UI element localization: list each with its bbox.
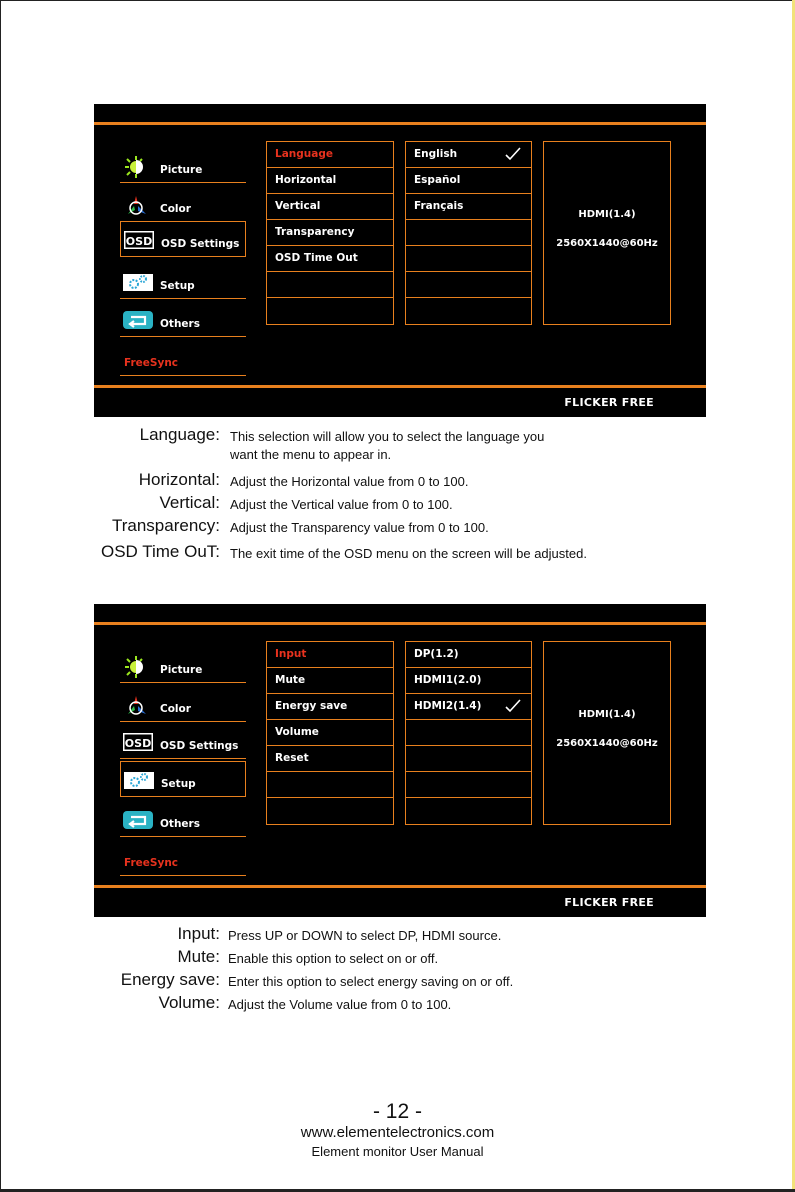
osd-option-item <box>406 272 531 298</box>
description-text: Enter this option to select energy saving on or off. <box>228 974 514 989</box>
osd-option-item[interactable] <box>406 142 531 168</box>
description-term: Language: <box>139 425 220 444</box>
osd-option-item[interactable] <box>406 168 531 194</box>
osd-menu-item-picture[interactable] <box>120 145 246 183</box>
osd-option-item <box>406 720 531 746</box>
osd-cell-label: HDMI2(1.4) <box>414 700 482 712</box>
osd-submenu-item[interactable] <box>267 642 393 668</box>
osd-menu-label: OSD Settings <box>161 238 240 250</box>
osd-submenu-item[interactable] <box>267 246 393 272</box>
color-palette-icon <box>122 194 152 216</box>
osd-cell-label: Energy save <box>275 700 348 712</box>
osd-submenu-column <box>266 641 394 825</box>
osd-submenu-item[interactable] <box>267 220 393 246</box>
osd-option-item[interactable] <box>406 642 531 668</box>
osd-menu-label: Picture <box>160 664 203 676</box>
osd-bottom-bar <box>94 385 706 388</box>
osd-cell-label: Español <box>414 174 461 186</box>
description-text: Enable this option to select on or off. <box>228 951 439 966</box>
osd-option-item <box>406 746 531 772</box>
osd-option-item <box>406 798 531 824</box>
osd-option-item[interactable] <box>406 194 531 220</box>
description-text: Adjust the Volume value from 0 to 100. <box>228 997 452 1012</box>
osd-submenu-item[interactable] <box>267 142 393 168</box>
description-term: Mute: <box>177 947 220 966</box>
osd-screenshot-osd-settings <box>94 104 706 417</box>
osd-menu-label: Color <box>160 203 191 215</box>
osd-cell-label: Volume <box>275 726 319 738</box>
osd-option-item[interactable] <box>406 694 531 720</box>
osd-cell-label: Transparency <box>275 226 355 238</box>
sun-moon-icon <box>122 655 152 677</box>
manual-title: Element monitor User Manual <box>311 1144 484 1159</box>
osd-cell-label: DP(1.2) <box>414 648 459 660</box>
osd-menu-item-setup[interactable] <box>120 261 246 299</box>
signal-input-text: HDMI(1.4) <box>578 209 636 220</box>
osd-menu-item-setup[interactable] <box>120 761 246 797</box>
osd-submenu-item <box>267 272 393 298</box>
osd-option-item <box>406 220 531 246</box>
osd-option-item <box>406 246 531 272</box>
osd-menu-label: Color <box>160 703 191 715</box>
osd-submenu-item[interactable] <box>267 168 393 194</box>
osd-menu-item-color[interactable] <box>120 184 246 222</box>
loop-arrow-icon <box>122 309 152 331</box>
osd-submenu-column <box>266 141 394 325</box>
description-text: Adjust the Horizontal value from 0 to 100. <box>230 474 469 489</box>
checkmark-icon <box>505 147 521 161</box>
osd-submenu-item[interactable] <box>267 694 393 720</box>
description-term: Vertical: <box>159 493 220 512</box>
osd-icon <box>123 229 153 251</box>
osd-menu-item-color[interactable] <box>120 684 246 722</box>
description-text: Adjust the Transparency value from 0 to 100. <box>230 520 489 535</box>
osd-icon <box>122 731 152 753</box>
osd-signal-info <box>543 641 671 825</box>
osd-menu-item-osd-settings[interactable] <box>120 221 246 257</box>
osd-options-column <box>405 141 532 325</box>
website: www.elementelectronics.com <box>300 1124 495 1141</box>
description-term: Horizontal: <box>138 470 220 489</box>
osd-menu-label: Others <box>160 818 200 830</box>
osd-cell-label: Mute <box>275 674 306 686</box>
osd-menu-label: FreeSync <box>124 857 179 869</box>
osd-cell-label: Input <box>275 648 307 660</box>
osd-option-item <box>406 298 531 324</box>
osd-signal-info <box>543 141 671 325</box>
osd-menu-label: Setup <box>160 280 195 292</box>
page-number: - 12 - <box>372 1100 422 1123</box>
gears-icon <box>122 271 152 293</box>
description-text-continued: want the menu to appear in. <box>230 447 392 462</box>
flicker-free-label: FLICKER FREE <box>564 396 654 409</box>
svg-text:OSD: OSD <box>124 737 152 750</box>
loop-arrow-icon <box>122 809 152 831</box>
osd-cell-label: Reset <box>275 752 309 764</box>
osd-option-item[interactable] <box>406 668 531 694</box>
osd-submenu-item[interactable] <box>267 668 393 694</box>
description-term: OSD Time OuT: <box>100 542 220 561</box>
osd-menu-item-freesync[interactable] <box>120 338 246 376</box>
osd-submenu-item <box>267 772 393 798</box>
osd-menu-label: Others <box>160 318 200 330</box>
osd-submenu-item <box>267 798 393 824</box>
gears-icon <box>123 769 153 791</box>
osd-screenshot-setup <box>94 604 706 917</box>
osd-top-bar <box>94 122 706 125</box>
osd-option-item <box>406 772 531 798</box>
osd-cell-label: Horizontal <box>275 174 337 186</box>
osd-menu-item-others[interactable] <box>120 299 246 337</box>
checkmark-icon <box>505 699 521 713</box>
description-term: Energy save: <box>120 970 220 989</box>
description-text: This selection will allow you to select the language you <box>230 429 545 444</box>
osd-cell-label: Vertical <box>275 200 321 212</box>
osd-cell-label: Français <box>414 200 464 212</box>
osd-menu-label: FreeSync <box>124 357 179 369</box>
osd-options-column <box>405 641 532 825</box>
description-term: Volume: <box>158 993 220 1012</box>
osd-menu-item-freesync[interactable] <box>120 838 246 876</box>
osd-cell-label: HDMI1(2.0) <box>414 674 482 686</box>
osd-submenu-item[interactable] <box>267 720 393 746</box>
osd-cell-label: Language <box>275 148 333 160</box>
description-term: Input: <box>177 924 220 943</box>
color-palette-icon <box>122 694 152 716</box>
osd-cell-label: OSD Time Out <box>275 252 358 264</box>
description-term: Transparency: <box>111 516 220 535</box>
sun-moon-icon <box>122 155 152 177</box>
osd-menu-label: Picture <box>160 164 203 176</box>
osd-submenu-item[interactable] <box>267 746 393 772</box>
osd-bottom-bar <box>94 885 706 888</box>
osd-cell-label: English <box>414 148 458 160</box>
description-text: Adjust the Vertical value from 0 to 100. <box>230 497 453 512</box>
resolution-text: 2560X1440@60Hz <box>556 738 658 749</box>
osd-submenu-item <box>267 298 393 324</box>
osd-submenu-item[interactable] <box>267 194 393 220</box>
description-text: The exit time of the OSD menu on the screen will be adjusted. <box>230 546 587 561</box>
osd-menu-label: Setup <box>161 778 196 790</box>
description-text: Press UP or DOWN to select DP, HDMI source. <box>228 928 502 943</box>
signal-input-text: HDMI(1.4) <box>578 709 636 720</box>
osd-menu-item-osd-settings[interactable] <box>120 721 246 759</box>
osd-menu-label: OSD Settings <box>160 740 239 752</box>
flicker-free-label: FLICKER FREE <box>564 896 654 909</box>
resolution-text: 2560X1440@60Hz <box>556 238 658 249</box>
osd-menu-item-picture[interactable] <box>120 645 246 683</box>
svg-text:OSD: OSD <box>125 235 153 248</box>
osd-menu-item-others[interactable] <box>120 799 246 837</box>
osd-top-bar <box>94 622 706 625</box>
